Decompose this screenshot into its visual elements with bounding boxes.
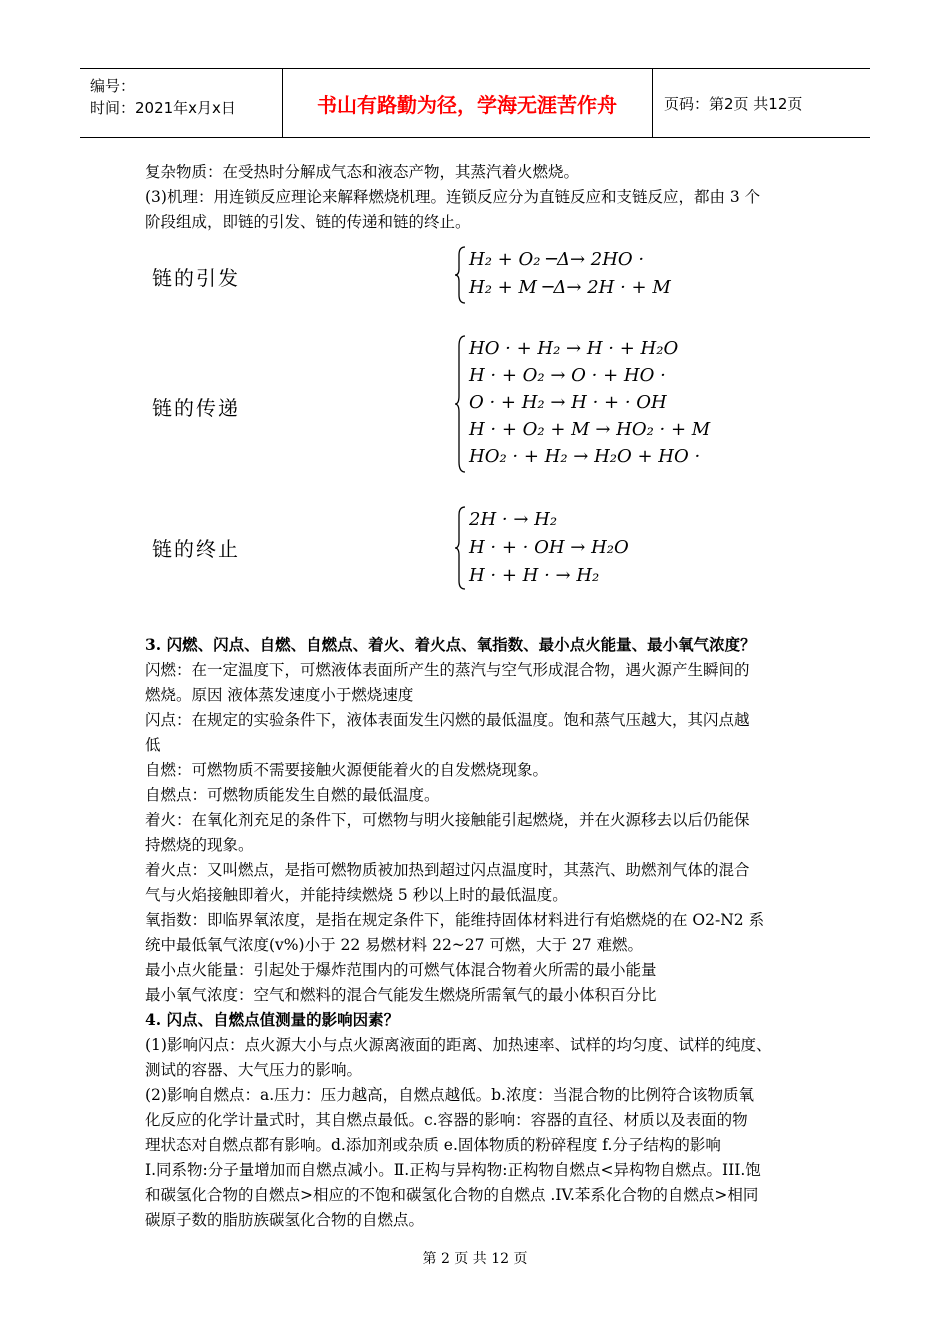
number-label: 编号： xyxy=(90,77,136,95)
paragraph-line: 化反应的化学计量式时，其自燃点最低。c.容器的影响：容器的直径、材质以及表面的物 xyxy=(145,1111,748,1129)
equation: H · + O₂ → O · + HO · xyxy=(469,365,666,386)
header-meta xyxy=(80,69,283,137)
paragraph-line: 氧指数：即临界氧浓度，是指在规定条件下，能维持固体材料进行有焰燃烧的在 O2-N2 系 xyxy=(145,911,765,929)
paragraph-line: 碳原子数的脂肪族碳氢化合物的自燃点。 xyxy=(145,1211,425,1229)
equation: O · + H₂ → H · + · OH xyxy=(469,392,667,413)
header-page-info xyxy=(652,69,870,137)
chain-termination-label: 链的终止 xyxy=(152,537,240,561)
paragraph: 阶段组成，即链的引发、链的传递和链的终止。 xyxy=(145,213,471,231)
paragraph-line: 最小氧气浓度：空气和燃料的混合气能发生燃烧所需氧气的最小体积百分比 xyxy=(145,986,657,1004)
chain-initiation-label: 链的引发 xyxy=(152,266,240,290)
paragraph-line: 燃烧。原因 液体蒸发速度小于燃烧速度 xyxy=(145,686,414,704)
paragraph-line: (1)影响闪点：点火源大小与点火源离液面的距离、加热速率、试样的均匀度、试样的纯度、 xyxy=(145,1036,772,1054)
paragraph-line: 理状态对自燃点都有影响。d.添加剂或杂质 e.固体物质的粉碎程度 f.分子结构的影响 xyxy=(145,1136,721,1154)
paragraph-line: 测试的容器、大气压力的影响。 xyxy=(145,1061,363,1079)
paragraph-line: 低 xyxy=(145,736,161,754)
equation: H · + H · → H₂ xyxy=(469,565,600,586)
paragraph: (3)机理：用连锁反应理论来解释燃烧机理。连锁反应分为直链反应和支链反应，都由 3 个 xyxy=(145,188,761,206)
equation: HO · + H₂ → H · + H₂O xyxy=(469,338,679,359)
equation: H₂ + M ─Δ→ 2H · + M xyxy=(469,277,671,298)
paragraph-line: 最小点火能量：引起处于爆炸范围内的可燃气体混合物着火所需的最小能量 xyxy=(145,961,657,979)
paragraph-line: 自燃点：可燃物质能发生自燃的最低温度。 xyxy=(145,786,440,804)
paragraph-line: 自燃：可燃物质不需要接触火源便能着火的自发燃烧现象。 xyxy=(145,761,549,779)
time-label: 时间：2021年x月x日 xyxy=(90,99,236,117)
paragraph-line: 闪点：在规定的实验条件下，液体表面发生闪燃的最低温度。饱和蒸气压越大，其闪点越 xyxy=(145,711,750,729)
brace-icon xyxy=(455,505,467,591)
header-motto: 书山有路勤为径，学海无涯苦作舟 xyxy=(282,69,653,137)
page-info-text: 页码：第2页 共12页 xyxy=(664,94,803,113)
paragraph-line: 统中最低氧气浓度(v%)小于 22 易燃材料 22~27 可燃，大于 27 难燃。 xyxy=(145,936,644,954)
equation: H₂ + O₂ ─Δ→ 2HO · xyxy=(469,249,645,270)
equation: 2H · → H₂ xyxy=(469,509,558,530)
paragraph-line: 闪燃：在一定温度下，可燃液体表面所产生的蒸汽与空气形成混合物，遇火源产生瞬间的 xyxy=(145,661,750,679)
paragraph-line: (2)影响自燃点：a.压力：压力越高，自燃点越低。b.浓度：当混合物的比例符合该物质氧 xyxy=(145,1086,754,1104)
section-heading: 3. 闪燃、闪点、自燃、自燃点、着火、着火点、氧指数、最小点火能量、最小氧气浓度？ xyxy=(145,635,756,654)
page-footer: 第 2 页 共 12 页 xyxy=(422,1251,528,1267)
paragraph: 复杂物质：在受热时分解成气态和液态产物，其蒸汽着火燃烧。 xyxy=(145,163,580,181)
equation: H · + O₂ + M → HO₂ · + M xyxy=(469,419,711,440)
section-heading: 4. 闪点、自燃点值测量的影响因素？ xyxy=(145,1010,400,1029)
paragraph-line: 着火：在氧化剂充足的条件下，可燃物与明火接触能引起燃烧，并在火源移去以后仍能保 xyxy=(145,811,750,829)
paragraph-line: I.同系物:分子量增加而自燃点减小。Ⅱ.正构与异构物:正构物自燃点<异构物自燃点。III.饱 xyxy=(145,1161,761,1179)
paragraph-line: 持燃烧的现象。 xyxy=(145,836,254,854)
brace-icon xyxy=(455,334,467,474)
equation: HO₂ · + H₂ → H₂O + HO · xyxy=(469,446,701,467)
equation: H · + · OH → H₂O xyxy=(469,537,629,558)
brace-icon xyxy=(455,245,467,305)
chain-propagation-label: 链的传递 xyxy=(152,396,240,420)
paragraph-line: 着火点：又叫燃点，是指可燃物质被加热到超过闪点温度时，其蒸汽、助燃剂气体的混合 xyxy=(145,861,750,879)
page-header xyxy=(80,68,870,138)
paragraph-line: 和碳氢化合物的自燃点>相应的不饱和碳氢化合物的自燃点 .IV.苯系化合物的自燃点>相同 xyxy=(145,1186,759,1204)
paragraph-line: 气与火焰接触即着火，并能持续燃烧 5 秒以上时的最低温度。 xyxy=(145,886,568,904)
